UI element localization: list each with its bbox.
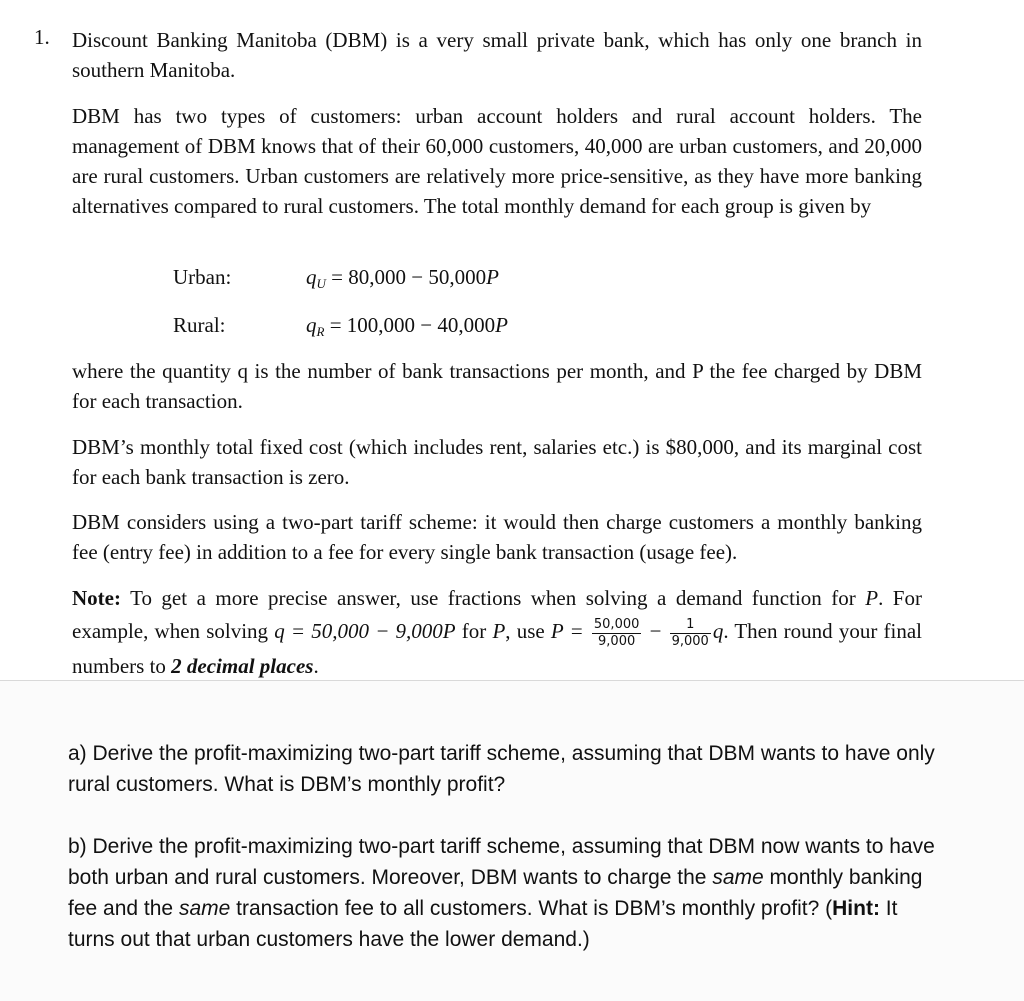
paragraph-quantity: where the quantity q is the number of bank transactions per month, and P the fee charged by DBM for each transaction.	[72, 359, 922, 413]
question-number: 1.	[34, 25, 50, 49]
rural-demand-equation: $q_R = 100,000 - 40,000P$	[306, 313, 508, 339]
part-b: b) Derive the profit-maximizing two-part tariff scheme, assuming that DBM now wants to have both urban and rural customers. Moreover, DBM wants to charge the same monthly banking fee and the same transaction fee to all customers. What is DBM’s monthly profit? (Hint: It turns out that urban customers have the lower demand.)	[68, 835, 935, 951]
part-a: a) Derive the profit-maximizing two-part tariff scheme, assuming that DBM wants to have only rural customers. What is DBM’s monthly profit?	[68, 742, 935, 796]
hint-label: Hint:	[832, 897, 880, 920]
paragraph-costs: DBM’s monthly total fixed cost (which includes rent, salaries etc.) is $80,000, and its marginal cost for each bank transaction is zero.	[72, 435, 922, 489]
note-paragraph: Note: To get a more precise answer, use fractions when solving a demand function for P. For example, when solving q = 50,000 − 9,000P for P, use P = $\frac{50,000}{9,000}$ − $\frac{1}{9,000}$ q. Then round your final numbers to 2 decimal places.	[72, 586, 923, 678]
urban-demand-equation: $q_U = 80,000 - 50,000P$	[306, 265, 499, 291]
rural-label: Rural:	[173, 313, 226, 337]
fraction-50000-9000: $\frac{50,000}{9,000}$	[593, 616, 640, 649]
fraction-1-9000: $\frac{1}{9,000}$	[671, 616, 709, 649]
urban-label: Urban:	[173, 265, 232, 289]
question-intro: Discount Banking Manitoba (DBM) is a very small private bank, which has only one branch in southern Manitoba.	[72, 28, 922, 82]
paragraph-tariff: DBM considers using a two-part tariff scheme: it would then charge customers a monthly banking fee (entry fee) in addition to a fee for every single bank transaction (usage fee).	[72, 510, 922, 564]
paragraph-customers: DBM has two types of customers: urban account holders and rural account holders. The management of DBM knows that of their 60,000 customers, 40,000 are urban customers, and 20,000 are rural customers. Urban customers are relatively more price-sensitive, as they have more banking alternatives compared to rural customers. The total monthly demand for each group is given by	[72, 104, 922, 218]
parts-document	[0, 681, 1024, 1001]
note-label: Note:	[72, 586, 121, 610]
